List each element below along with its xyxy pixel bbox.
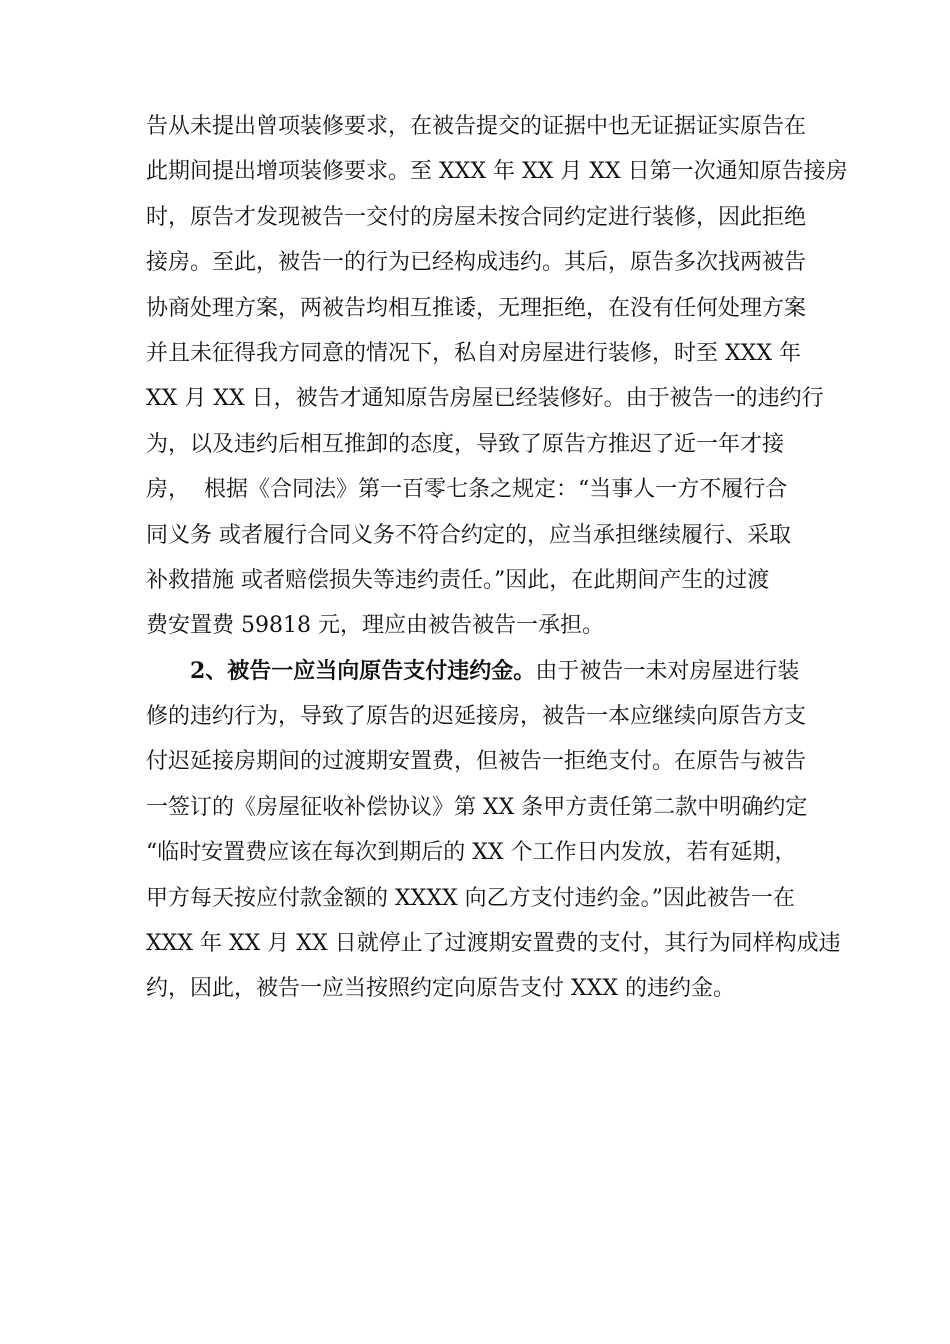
- text-line: 时，原告才发现被告一交付的房屋未按合同约定进行装修，因此拒绝: [146, 204, 807, 230]
- text-line: 同义务 或者履行合同义务不符合约定的，应当承担继续履行、采取: [146, 522, 791, 548]
- document-body: [146, 104, 848, 1012]
- text-line: 告从未提出曾项装修要求，在被告提交的证据中也无证据证实原告在: [146, 114, 807, 139]
- text-line: XX 月 XX 日，被告才通知原告房屋已经装修好。由于被告一的违约行: [146, 386, 824, 412]
- text-line: 协商处理方案，两被告均相互推诿，无理拒绝，在没有任何处理方案: [146, 295, 807, 321]
- paragraph-2-first-line: [146, 649, 826, 694]
- text-line: 补救措施 或者赔偿损失等违约责任。”因此，在此期间产生的过渡: [146, 567, 770, 593]
- text-line: 此期间提出增项装修要求。至 XXX 年 XX 月 XX 日第一次通知原告接房: [146, 159, 848, 185]
- text-line: 约，因此，被告一应当按照约定向原告支付 XXX 的违约金。: [146, 976, 735, 1002]
- paragraph-2: [146, 649, 841, 1012]
- text-line: 付迟延接房期间的过渡期安置费，但被告一拒绝支付。在原告与被告: [146, 749, 807, 775]
- text-line: 并且未征得我方同意的情况下，私自对房屋进行装修，时至 XXX 年: [146, 340, 801, 366]
- text-line: 甲方每天按应付款金额的 XXXX 向乙方支付违约金。”因此被告一在: [146, 885, 795, 911]
- text-line: “临时安置费应该在每次到期后的 XX 个工作日内发放，若有延期，: [146, 840, 797, 866]
- paragraph-text: 由于被告一未对房屋进行装: [535, 658, 800, 684]
- text-line: 为，以及违约后相互推卸的态度，导致了原告方推迟了近一年才接: [146, 431, 785, 457]
- text-line: 费安置费 59818 元，理应由被告被告一承担。: [146, 613, 604, 639]
- paragraph-heading: 2、被告一应当向原告支付违约金。: [190, 657, 536, 684]
- paragraph-1: [146, 104, 848, 649]
- text-line: 房， 根据《合同法》第一百零七条之规定：“当事人一方不履行合: [146, 477, 788, 503]
- text-line: XXX 年 XX 月 XX 日就停止了过渡期安置费的支付，其行为同样构成违: [146, 931, 841, 957]
- text-line: 修的违约行为，导致了原告的迟延接房，被告一本应继续向原告方支: [146, 704, 807, 730]
- text-line: 接房。至此，被告一的行为已经构成违约。其后，原告多次找两被告: [146, 250, 807, 276]
- text-line: 一签订的《房屋征收补偿协议》第 XX 条甲方责任第二款中明确约定: [146, 794, 808, 820]
